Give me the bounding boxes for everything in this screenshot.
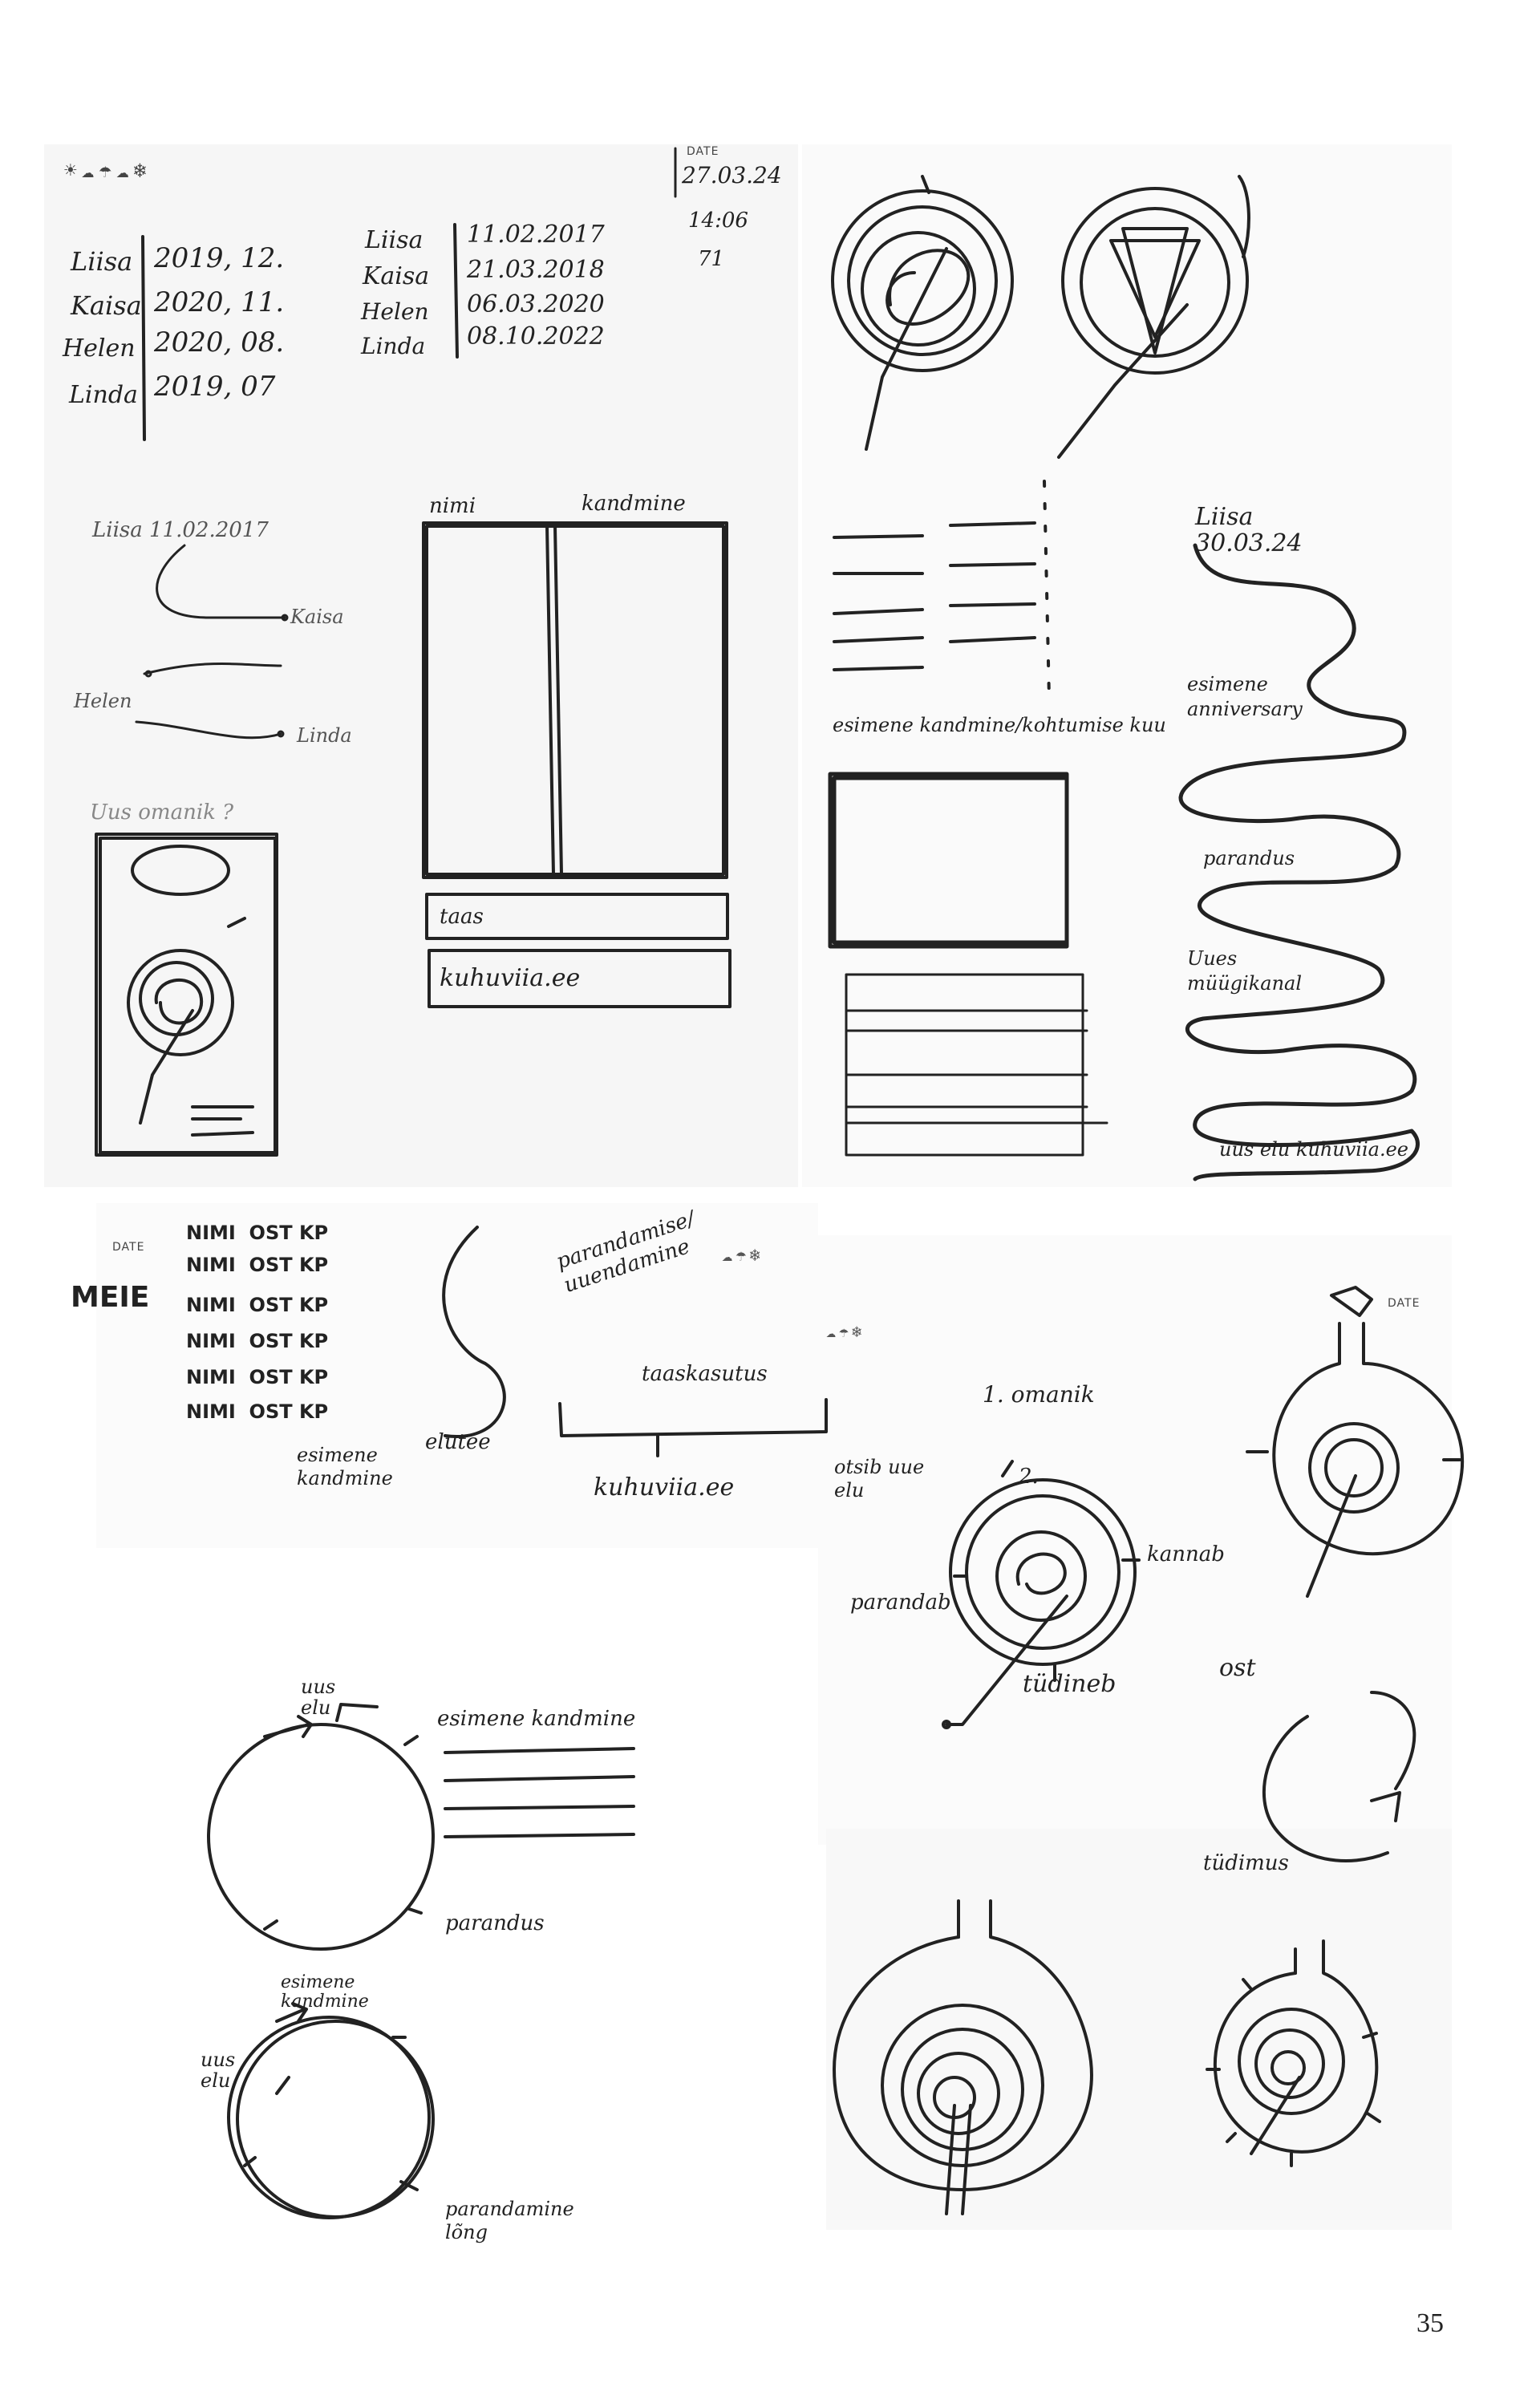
list-b-date-1: 11.02.2017	[467, 221, 605, 249]
weather-icons-right: ☁☂❄	[826, 1322, 865, 1341]
meie-row-6: NIMI OST KP	[186, 1400, 329, 1423]
spiral-sketch-1	[833, 176, 1012, 449]
list-a-date-4: 2019, 07	[154, 371, 276, 403]
list-a-date-2: 2020, 11.	[154, 286, 285, 318]
list-a-date-1: 2019, 12.	[154, 242, 285, 274]
site-label: kuhuviia.ee	[594, 1473, 735, 1502]
seeks-new-life-label: otsib uue elu	[834, 1456, 925, 1502]
cycle-sketch	[1264, 1692, 1414, 1861]
list-b-name-1: Liisa	[365, 226, 424, 254]
meie-title: MEIE	[71, 1281, 150, 1314]
timeline-kaisa-label: Kaisa	[290, 606, 344, 628]
wavy-label-anniversary: esimene anniversary	[1187, 673, 1303, 721]
timeline-linda-label: Linda	[297, 724, 352, 747]
list-a-name-3: Helen	[63, 334, 136, 363]
list-b-name-2: Kaisa	[363, 262, 430, 290]
list-a-date-3: 2020, 08.	[154, 326, 285, 359]
right-date-label: DATE	[1388, 1297, 1420, 1310]
wavy-label-new-life: uus elu kuhuviia.ee	[1219, 1138, 1408, 1161]
phone-sketch	[96, 834, 277, 1155]
line-list-sketch	[834, 481, 1049, 698]
list-b-name-3: Helen	[361, 298, 429, 325]
meie-date-label: DATE	[112, 1241, 145, 1254]
table-col-wear: kandmine	[582, 492, 686, 516]
gets-bored-label: tüdineb	[1023, 1670, 1116, 1698]
life-cycle-circle-2	[229, 2004, 433, 2218]
circle1-repair: parandus	[445, 1911, 545, 1935]
circle2-first-wear: esimene kandmine	[281, 1972, 369, 2012]
timeline-start-label: Liisa 11.02.2017	[92, 518, 269, 542]
curvy-timeline-sketch	[136, 545, 287, 738]
list-a-name-2: Kaisa	[71, 290, 142, 321]
wears-label: kannab	[1147, 1542, 1225, 1566]
large-bulb-spiral	[834, 1901, 1092, 2214]
date-box-value: 71	[698, 247, 725, 271]
list-b-date-4: 08.10.2022	[467, 322, 605, 351]
weather-icons-row: ☀☁☂☁❄	[64, 159, 152, 183]
weather-icons-mid: ☁☂❄	[722, 1246, 764, 1266]
table-sketch	[424, 523, 730, 1007]
purchase-label: ost	[1219, 1654, 1256, 1682]
faded-spiral-sketch	[1247, 1287, 1462, 1596]
meie-first-wear: esimene kandmine	[297, 1444, 393, 1489]
meie-life-path: elutee	[425, 1430, 491, 1454]
circle2-new-life: uus elu	[201, 2049, 236, 2093]
timeline-helen-label: Helen	[74, 690, 132, 712]
repair-label: parandamise/ uuendamine	[553, 1206, 698, 1299]
spiral-sketch-2	[1059, 176, 1249, 457]
meie-row-2: NIMI OST KP	[186, 1254, 329, 1276]
date-label: DATE	[687, 145, 719, 158]
list-a-name-4: Linda	[69, 381, 138, 409]
small-bulb-spiral	[1207, 1941, 1380, 2166]
table-button-again[interactable]: taas	[440, 905, 484, 929]
list-a-name-1: Liisa	[71, 246, 133, 277]
wavy-label-repair: parandus	[1203, 847, 1295, 869]
meie-row-5: NIMI OST KP	[186, 1366, 329, 1388]
page-number: 35	[1416, 2308, 1444, 2338]
life-cycle-circle-1	[209, 1704, 634, 1949]
date-box-date: 27.03.24	[682, 162, 782, 188]
rectangle-sketch	[830, 774, 1067, 946]
owner-1-label: 1. omanik	[983, 1381, 1095, 1408]
phone-question-label: Uus omanik ?	[90, 800, 234, 825]
striped-block-sketch	[846, 975, 1107, 1155]
circle2-repair-yarn: parandamine lõng	[445, 2198, 574, 2243]
meie-row-3: NIMI OST KP	[186, 1294, 329, 1316]
list-b-date-2: 21.03.2018	[467, 256, 605, 284]
table-button-site[interactable]: kuhuviia.ee	[440, 964, 581, 992]
wavy-top-label: Liisa 30.03.24	[1195, 503, 1303, 557]
date-box-time: 14:06	[688, 209, 748, 233]
list-b-name-4: Linda	[361, 333, 426, 359]
circle1-new-life: uus elu	[301, 1676, 336, 1720]
owner-2-label: 2.	[1019, 1465, 1039, 1489]
table-col-name: nimi	[429, 494, 476, 518]
first-wear-caption: esimene kandmine/kohtumise kuu	[833, 714, 1166, 736]
circle1-first-wear: esimene kandmine	[437, 1707, 636, 1731]
repairs-label: parandab	[850, 1591, 951, 1615]
list-b-date-3: 06.03.2020	[467, 290, 605, 318]
reuse-label: taaskasutus	[642, 1362, 768, 1386]
boredom-label: tüdimus	[1203, 1851, 1289, 1875]
meie-row-1: NIMI OST KP	[186, 1222, 329, 1244]
wavy-label-new-channel: Uues müügikanal	[1187, 947, 1303, 995]
meie-row-4: NIMI OST KP	[186, 1330, 329, 1352]
